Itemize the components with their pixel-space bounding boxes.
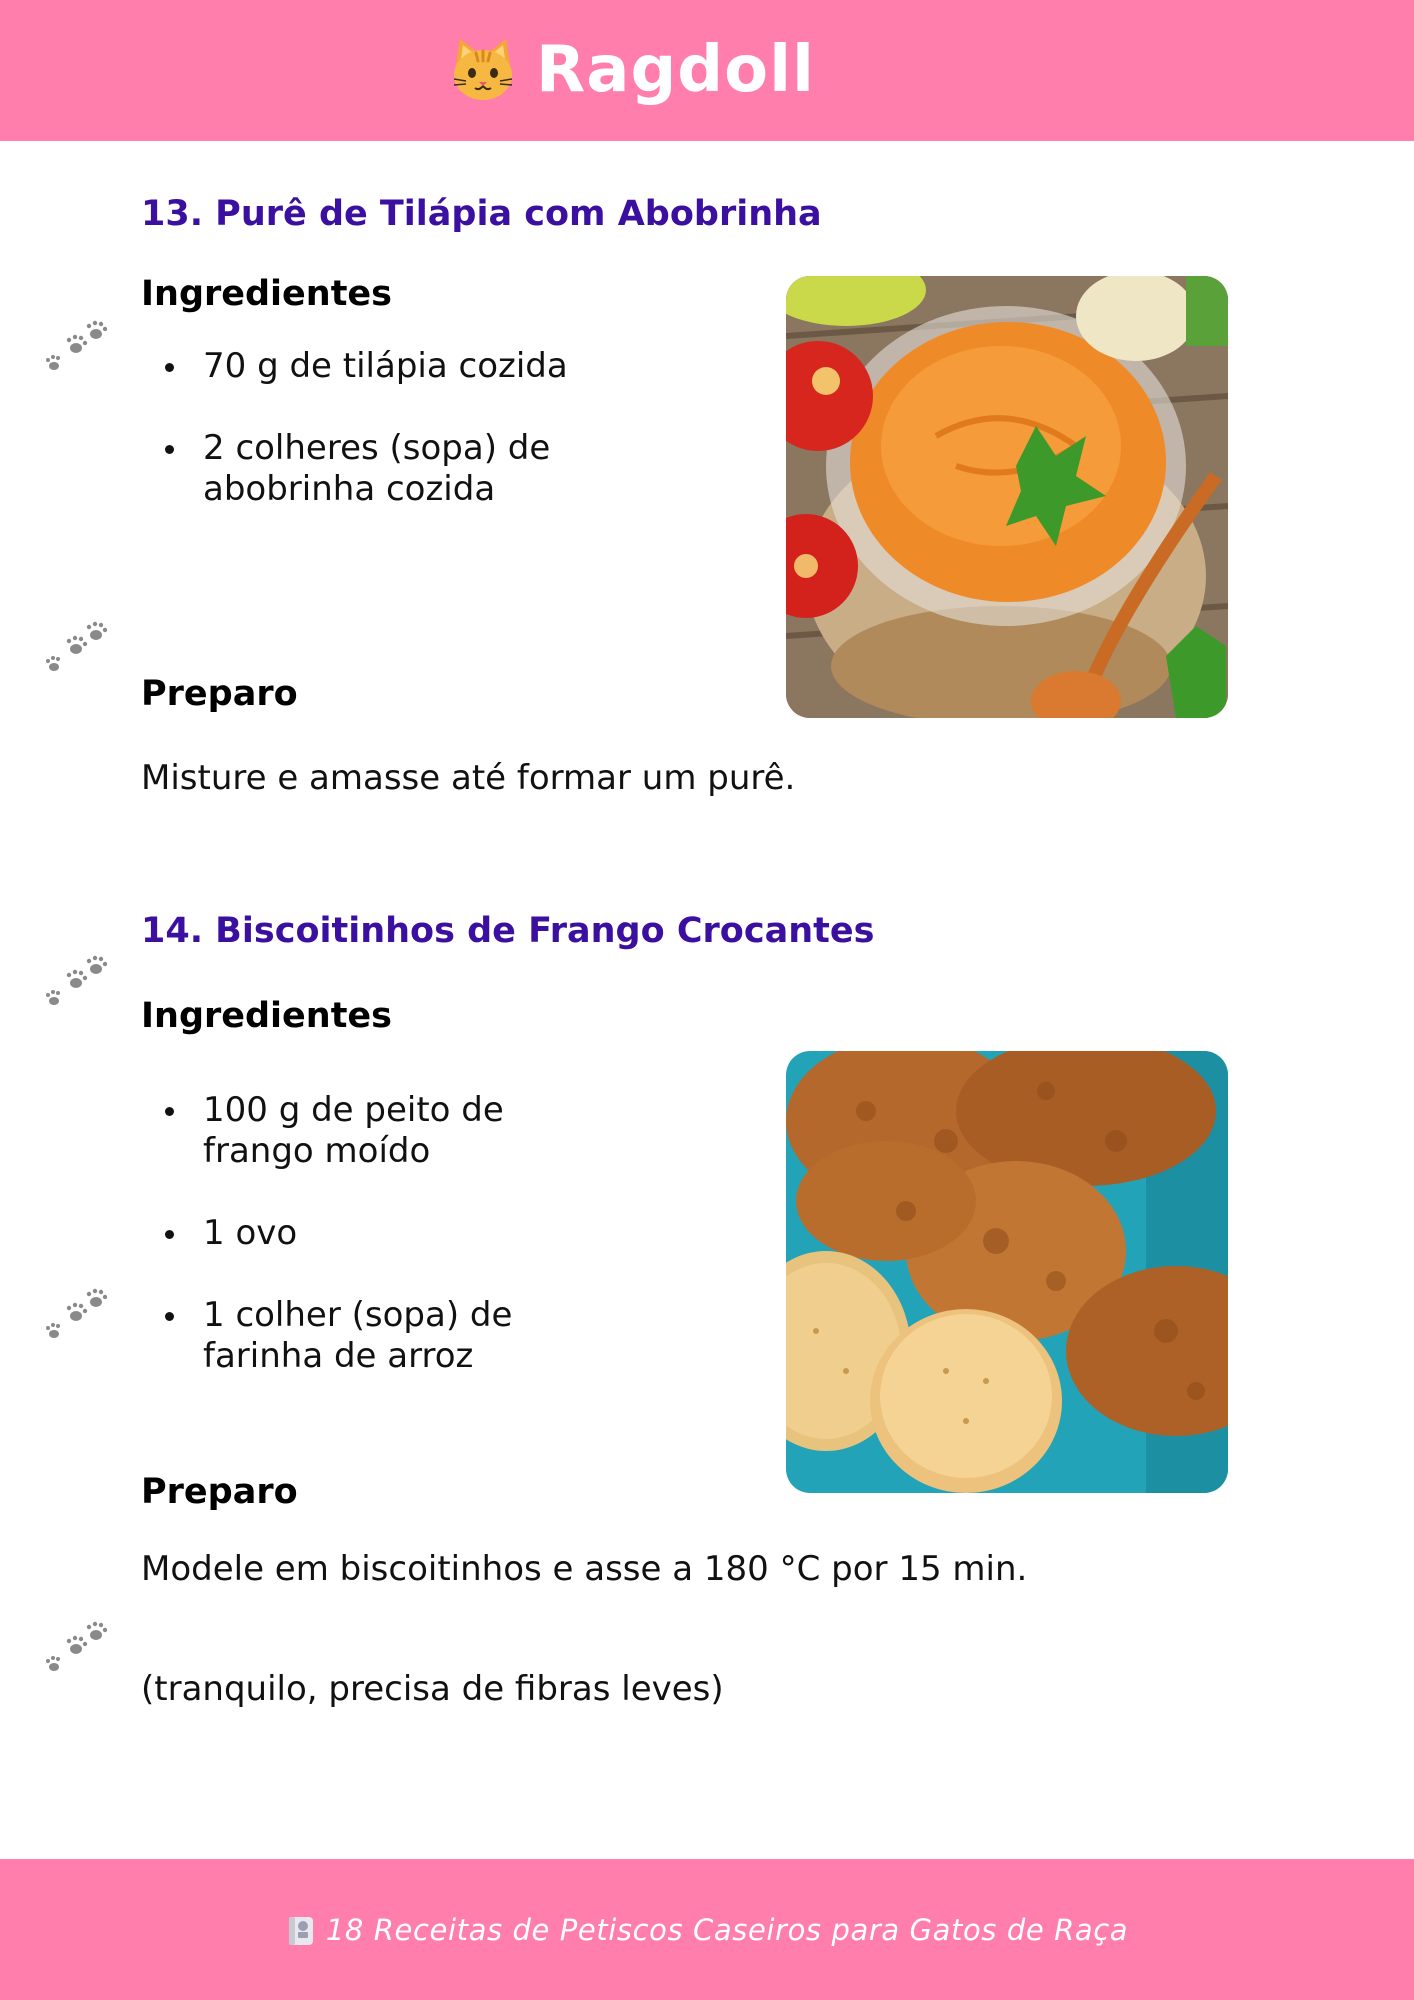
orange-puree-bowl-photo (786, 276, 1228, 718)
page-footer (0, 1859, 1414, 2000)
paw-prints-icon (38, 1288, 112, 1348)
page-header (0, 0, 1414, 141)
prep-text: Misture e amasse até formar um purê. (141, 758, 796, 798)
list-item: 70 g de tilápia cozida (141, 346, 661, 387)
list-item: 100 g de peito de frango moído (141, 1090, 583, 1172)
recipe-title: 13. Purê de Tilápia com Abobrinha (141, 194, 822, 234)
list-item: 1 ovo (141, 1213, 661, 1254)
paw-prints-icon (38, 320, 112, 380)
note-text: (tranquilo, precisa de fibras leves) (141, 1669, 724, 1709)
ingredients-heading: Ingredientes (141, 274, 392, 314)
recipe-book-icon (286, 1913, 316, 1947)
paw-prints-icon (38, 1621, 112, 1681)
recipe-title: 14. Biscoitinhos de Frango Crocantes (141, 911, 875, 951)
prep-heading: Preparo (141, 674, 298, 714)
footer-text: 18 Receitas de Petiscos Caseiros para Gatos de Raça (325, 1912, 1129, 1947)
ingredients-heading: Ingredientes (141, 996, 392, 1036)
list-item: 1 colher (sopa) de farinha de arroz (141, 1295, 603, 1377)
footer-content (0, 1859, 1414, 2000)
paw-prints-icon (38, 621, 112, 681)
prep-text: Modele em biscoitinhos e asse a 180 °C por 15 min. (141, 1549, 1028, 1589)
paw-prints-icon (38, 955, 112, 1015)
prep-heading: Preparo (141, 1472, 298, 1512)
fried-chicken-biscuits-photo (786, 1051, 1228, 1493)
ingredients-list (141, 346, 661, 551)
cat-face-icon (448, 35, 518, 105)
list-item: 2 colheres (sopa) de abobrinha cozida (141, 428, 623, 510)
header-content (448, 28, 815, 112)
ingredients-list (141, 1090, 661, 1418)
page-title: Ragdoll (536, 33, 815, 107)
